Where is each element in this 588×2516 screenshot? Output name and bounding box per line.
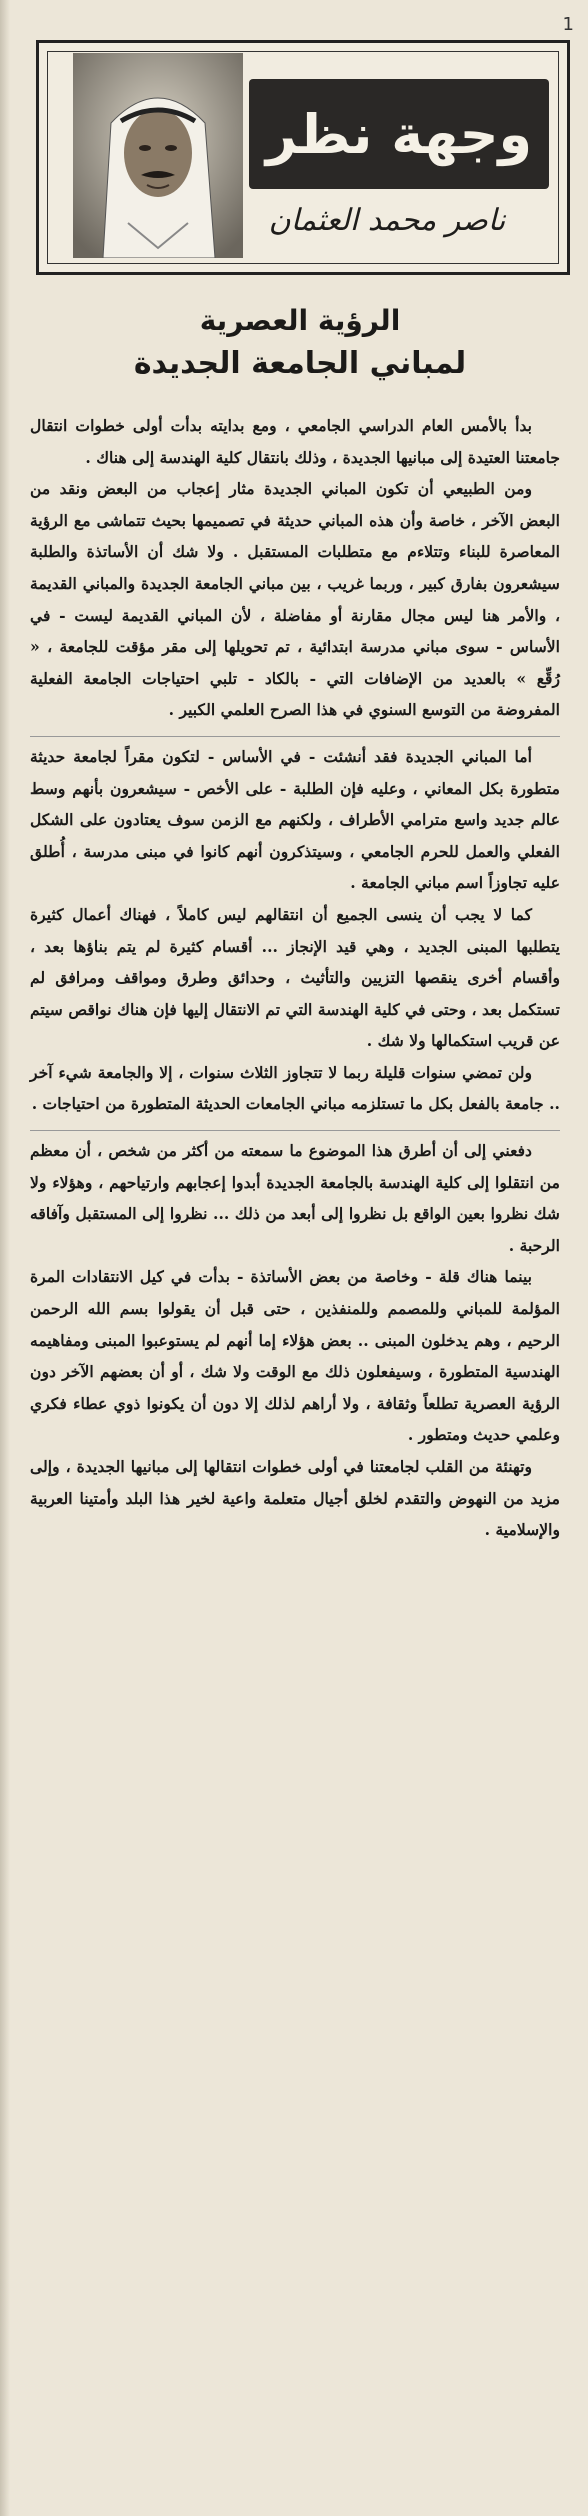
column-header-box	[36, 40, 570, 275]
author-signature: ناصر محمد العثمان	[268, 203, 506, 238]
paragraph-divider	[30, 726, 560, 737]
paragraph: أما المباني الجديدة فقد أنشئت - في الأساس - لتكون مقراً لجامعة حديثة متطورة بكل المعاني ، وعليه فإن الطلبة - على الأخص - سيشعرون بأنهم وسط عالم جديد واسع مترامي الأطراف ، ولكنهم مع الزمن سوف يعتادون على الشكل الفعلي والعمل للحرم الجامعي ، وسيتذكرون أنهم كانوا في مبنى مدرسة ، أُطلق عليه تجاوزاً اسم مباني الجامعة .	[30, 746, 560, 893]
article-headline	[40, 300, 560, 386]
scan-edge-shadow	[0, 0, 10, 2516]
paragraph-divider	[30, 1120, 560, 1131]
headline-line-1: الرؤية العصرية	[199, 304, 401, 337]
paragraph: ولن تمضي سنوات قليلة ربما لا تتجاوز الثلاث سنوات ، إلا والجامعة شيء آخر .. جامعة بالفعل بكل ما تستلزمه مباني الجامعات الحديثة المتطورة من احتياجات .	[30, 1062, 560, 1114]
paragraph: كما لا يجب أن ينسى الجميع أن انتقالهم ليس كاملاً ، فهناك أعمال كثيرة يتطلبها المبنى الجديد ، وهي قيد الإنجاز ... أقسام كثيرة لم يتم بناؤها بعد ، وأقسام أخرى ينقصها التزيين والتأثيث ، وحدائق وطرق ومواقف ومرافق لم تستكمل بعد ، وحتى في كلية الهندسة التي تم الانتقال إليها فإن هناك نواقص سيتم عن قريب استكمالها ولا شك .	[30, 904, 560, 1051]
paragraph: بينما هناك قلة - وخاصة من بعض الأساتذة - بدأت في كيل الانتقادات المرة المؤلمة للمباني وللمصمم وللمنفذين ، حتى قبل أن يقولوا بسم الله الرحمن الرحيم ، وهم يدخلون المبنى .. بعض هؤلاء إما أنهم لم يستوعبوا المبنى ومفاهيمه الهندسية المتطورة ، وسيفعلون ذلك مع الوقت ولا شك ، أو أن بعضهم الآخر دون الرؤية العصرية تطلعاً وثقافة ، ولا أراهم لذلك إلا دون أن يكونوا ذوي عطاء فكري وعلمي حديث ومتطور .	[30, 1267, 560, 1445]
author-portrait-image	[73, 53, 243, 258]
paragraph: دفعني إلى أن أطرق هذا الموضوع ما سمعته من أكثر من شخص ، أن معظم من انتقلوا إلى كلية الهندسة بالجامعة الجديدة أبدوا إعجابهم وارتياحهم ، وهؤلاء ولا شك نظروا بعين الواقع بل نظروا إلى أبعد من ذلك ... نظروا إلى المستقبل وآفاقه الرحبة .	[30, 1141, 560, 1255]
paragraph: وتهنئة من القلب لجامعتنا في أولى خطوات انتقالها إلى مبانيها الجديدة ، وإلى مزيد من النهوض والتقدم لخلق أجيال متعلمة واعية لخير هذا البلد وأمتينا العربية والإسلامية .	[30, 1457, 560, 1540]
paragraph: بدأ بالأمس العام الدراسي الجامعي ، ومع بدايته بدأت أولى خطوات انتقال جامعتنا العتيدة إلى مبانيها الجديدة ، وذلك بانتقال كلية الهندسة إلى هناك .	[30, 416, 560, 467]
column-title-logo: وجهة نظر	[249, 79, 549, 189]
headline-line-2: لمباني الجامعة الجديدة	[133, 346, 467, 381]
article-body	[30, 410, 560, 1546]
paragraph: ومن الطبيعي أن تكون المباني الجديدة مثار إعجاب من البعض ونقد من البعض الآخر ، خاصة وأن هذه المباني حديثة في تصميمها بحيث تتماشى مع الرؤية المعاصرة للبناء وتتلاءم مع متطلبات المستقبل . ولا شك أن الأساتذة والطلبة سيشعرون بفارق كبير ، وربما غريب ، بين مباني الجامعة الجديدة والمباني القديمة ، والأمر هنا ليس مجال مقارنة أو مفاضلة ، لأن المباني القديمة ليست - في الأساس - سوى مباني مدرسة ابتدائية ، تم تحويلها إلى مقر مؤقت للجامعة ، « رُقِّع » بالعديد من الإضافات التي - بالكاد - تلبي احتياجات الجامعة الفعلية المفروضة من التوسع السنوي في هذا الصرح العلمي الكبير .	[30, 479, 560, 720]
page-number: 1	[562, 14, 574, 35]
